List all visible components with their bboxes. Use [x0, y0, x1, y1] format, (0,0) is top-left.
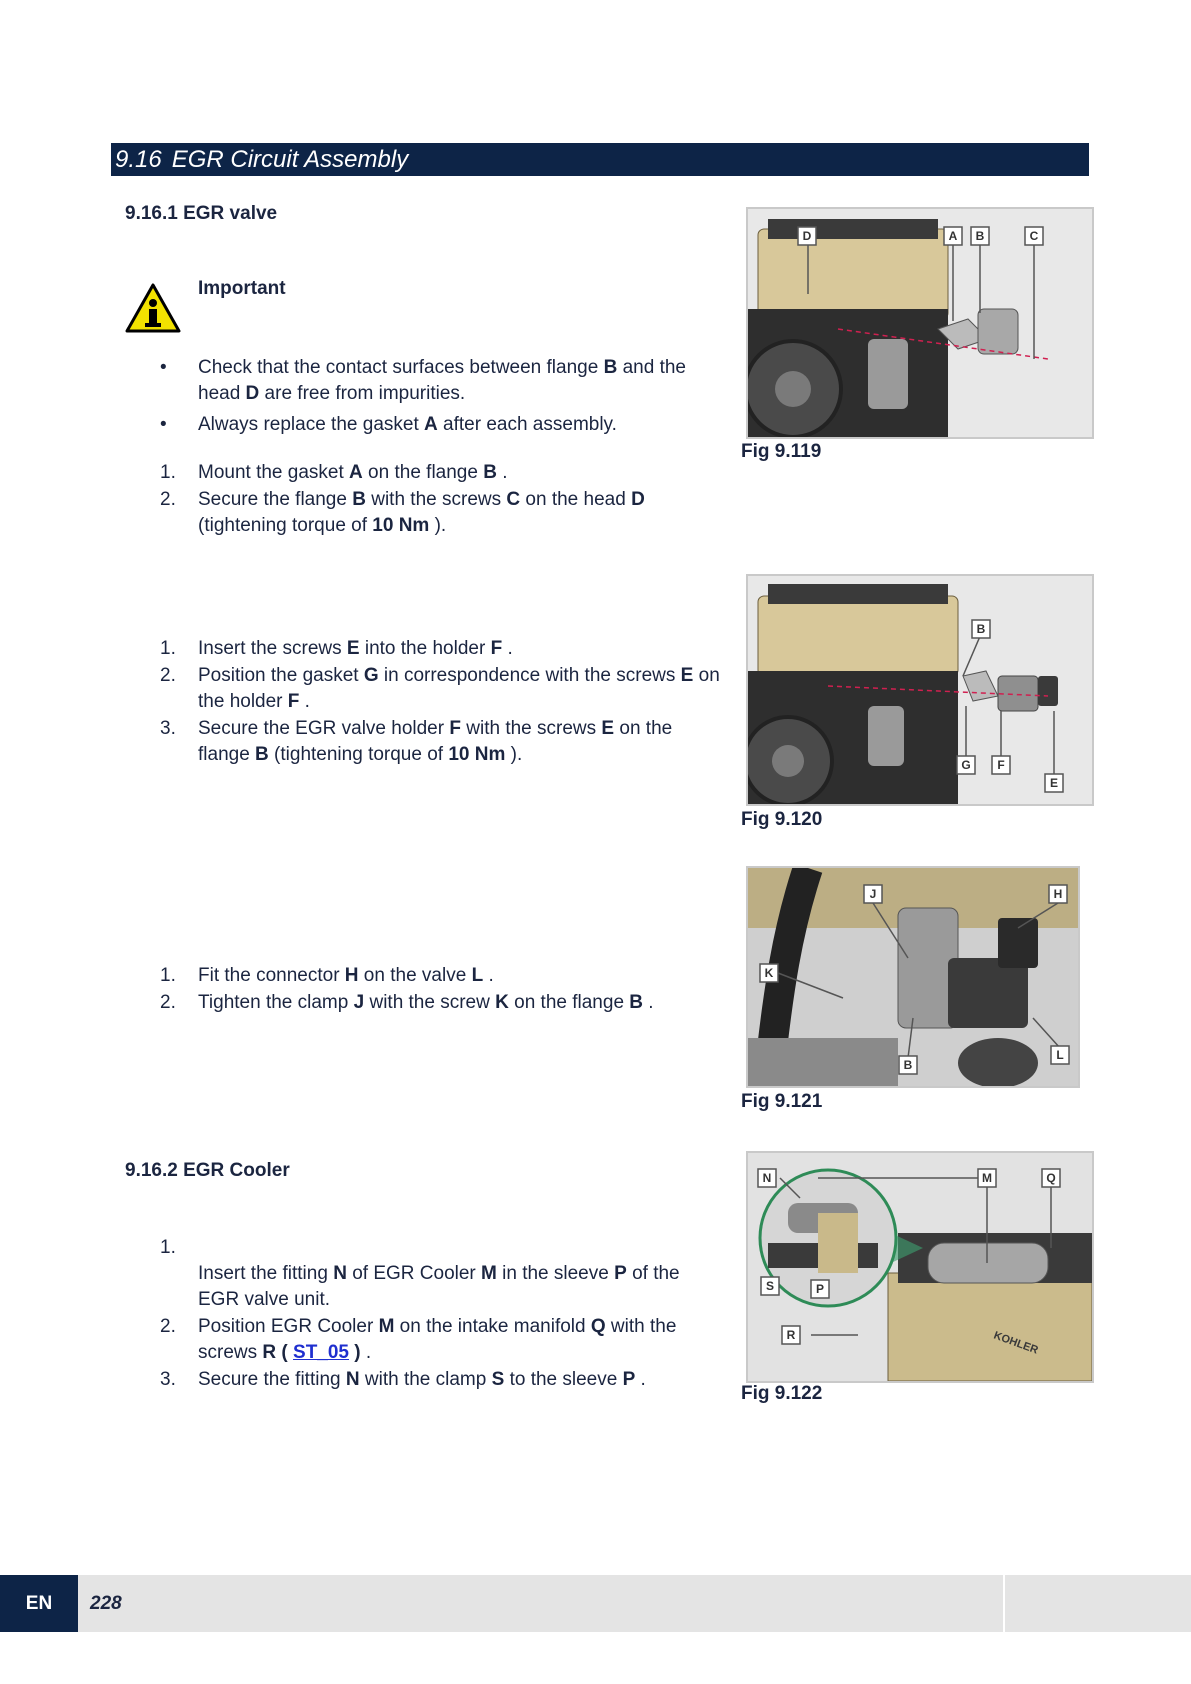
step-item: 1. Fit the connector H on the valve L . — [160, 965, 494, 986]
step-item: 1. Mount the gasket A on the flange B . — [160, 462, 508, 483]
bullet-item: • Check that the contact surfaces between flange B and the head D are free from impurities. — [160, 355, 720, 407]
step-item: 2. Position the gasket G in correspondence with the screws E on the holder F . — [160, 665, 720, 712]
step-item: 1. Insert the fitting N of EGR Cooler M in the sleeve P of the EGR valve unit. — [160, 1237, 680, 1310]
svg-text:B: B — [903, 1058, 913, 1072]
svg-text:Q: Q — [1046, 1171, 1056, 1185]
svg-text:B: B — [976, 622, 986, 636]
figure-9-121 — [746, 866, 1080, 1088]
svg-text:H: H — [1053, 887, 1063, 901]
st05-link[interactable]: ST_05 — [293, 1342, 349, 1363]
fig-9-119-caption: Fig 9.119 — [741, 441, 822, 462]
svg-text:D: D — [802, 229, 812, 243]
egr-valve-heading: 9.16.1 EGR valve — [125, 203, 278, 224]
step-item: 3. Secure the EGR valve holder F with the screws E on the flange B (tightening torque of 10 Nm ). — [160, 718, 673, 765]
section-title-bar — [111, 143, 1089, 176]
fig4-label-p — [811, 1280, 829, 1298]
steps-holder — [160, 636, 720, 769]
fig3-label-h — [1049, 885, 1067, 903]
footer-language: EN — [0, 1575, 78, 1632]
fig1-label-b — [971, 227, 989, 245]
svg-text:A: A — [948, 229, 958, 243]
step-item: 3. Secure the fitting N with the clamp S to the sleeve P . — [160, 1369, 646, 1390]
svg-text:G: G — [961, 758, 971, 772]
footer-bar — [0, 1575, 1191, 1632]
svg-text:K: K — [764, 966, 774, 980]
steps-flange — [160, 460, 720, 540]
fig4-label-q — [1042, 1169, 1060, 1187]
fig3-label-l — [1051, 1046, 1069, 1064]
svg-text:M: M — [982, 1171, 992, 1185]
fig1-label-d — [798, 227, 816, 245]
fig4-label-s — [761, 1277, 779, 1295]
steps-cooler — [160, 1235, 720, 1394]
svg-text:R: R — [786, 1328, 796, 1342]
footer-divider — [1003, 1575, 1005, 1632]
important-bullets — [160, 355, 720, 443]
fig-9-121-caption: Fig 9.121 — [741, 1091, 823, 1112]
fig2-label-b — [972, 620, 990, 638]
step-item: 2. Position EGR Cooler M on the intake manifold Q with the screws R ( ST_05 ) . — [160, 1316, 677, 1363]
kohler-brand-text: KOHLER — [991, 1329, 1040, 1357]
important-label: Important — [198, 278, 286, 299]
svg-text:J: J — [869, 887, 877, 901]
fig2-label-g — [957, 756, 975, 774]
svg-text:E: E — [1049, 776, 1059, 790]
svg-text:P: P — [815, 1282, 825, 1296]
fig4-label-r — [782, 1326, 800, 1344]
svg-text:L: L — [1056, 1048, 1064, 1062]
figure-9-119 — [746, 207, 1094, 439]
fig1-label-c — [1025, 227, 1043, 245]
fig-9-120-caption: Fig 9.120 — [741, 809, 823, 830]
svg-text:N: N — [762, 1171, 772, 1185]
fig3-label-k — [760, 964, 778, 982]
footer-page-number: 228 — [90, 1593, 122, 1614]
engine-illustration-3 — [748, 868, 1078, 1086]
section-title: EGR Circuit Assembly — [171, 146, 409, 173]
figure-9-120 — [746, 574, 1094, 806]
fig-9-122-caption: Fig 9.122 — [741, 1383, 823, 1404]
figure-9-122 — [746, 1151, 1094, 1383]
warning-icon — [124, 282, 182, 334]
bullet-item: • Always replace the gasket A after each assembly. — [160, 412, 720, 438]
step-item: 2. Tighten the clamp J with the screw K on the flange B . — [160, 992, 654, 1013]
svg-text:S: S — [765, 1279, 775, 1293]
svg-text:C: C — [1029, 229, 1039, 243]
fig1-label-a — [944, 227, 962, 245]
fig2-label-f — [992, 756, 1010, 774]
fig4-label-n — [758, 1169, 776, 1187]
engine-illustration-4 — [748, 1153, 1092, 1381]
engine-illustration-1 — [748, 209, 1092, 437]
fig3-label-b — [899, 1056, 917, 1074]
fig3-label-j — [864, 885, 882, 903]
svg-text:B: B — [975, 229, 985, 243]
step-item: 2. Secure the flange B with the screws C on the head D (tightening torque of 10 Nm ). — [160, 489, 645, 536]
fig2-label-e — [1045, 774, 1063, 792]
section-number: 9.16 — [115, 146, 162, 173]
steps-connector — [160, 963, 720, 1017]
step-item: 1. Insert the screws E into the holder F . — [160, 638, 513, 659]
fig4-label-m — [978, 1169, 996, 1187]
svg-text:F: F — [997, 758, 1005, 772]
egr-cooler-heading: 9.16.2 EGR Cooler — [125, 1160, 290, 1181]
engine-illustration-2 — [748, 576, 1092, 804]
